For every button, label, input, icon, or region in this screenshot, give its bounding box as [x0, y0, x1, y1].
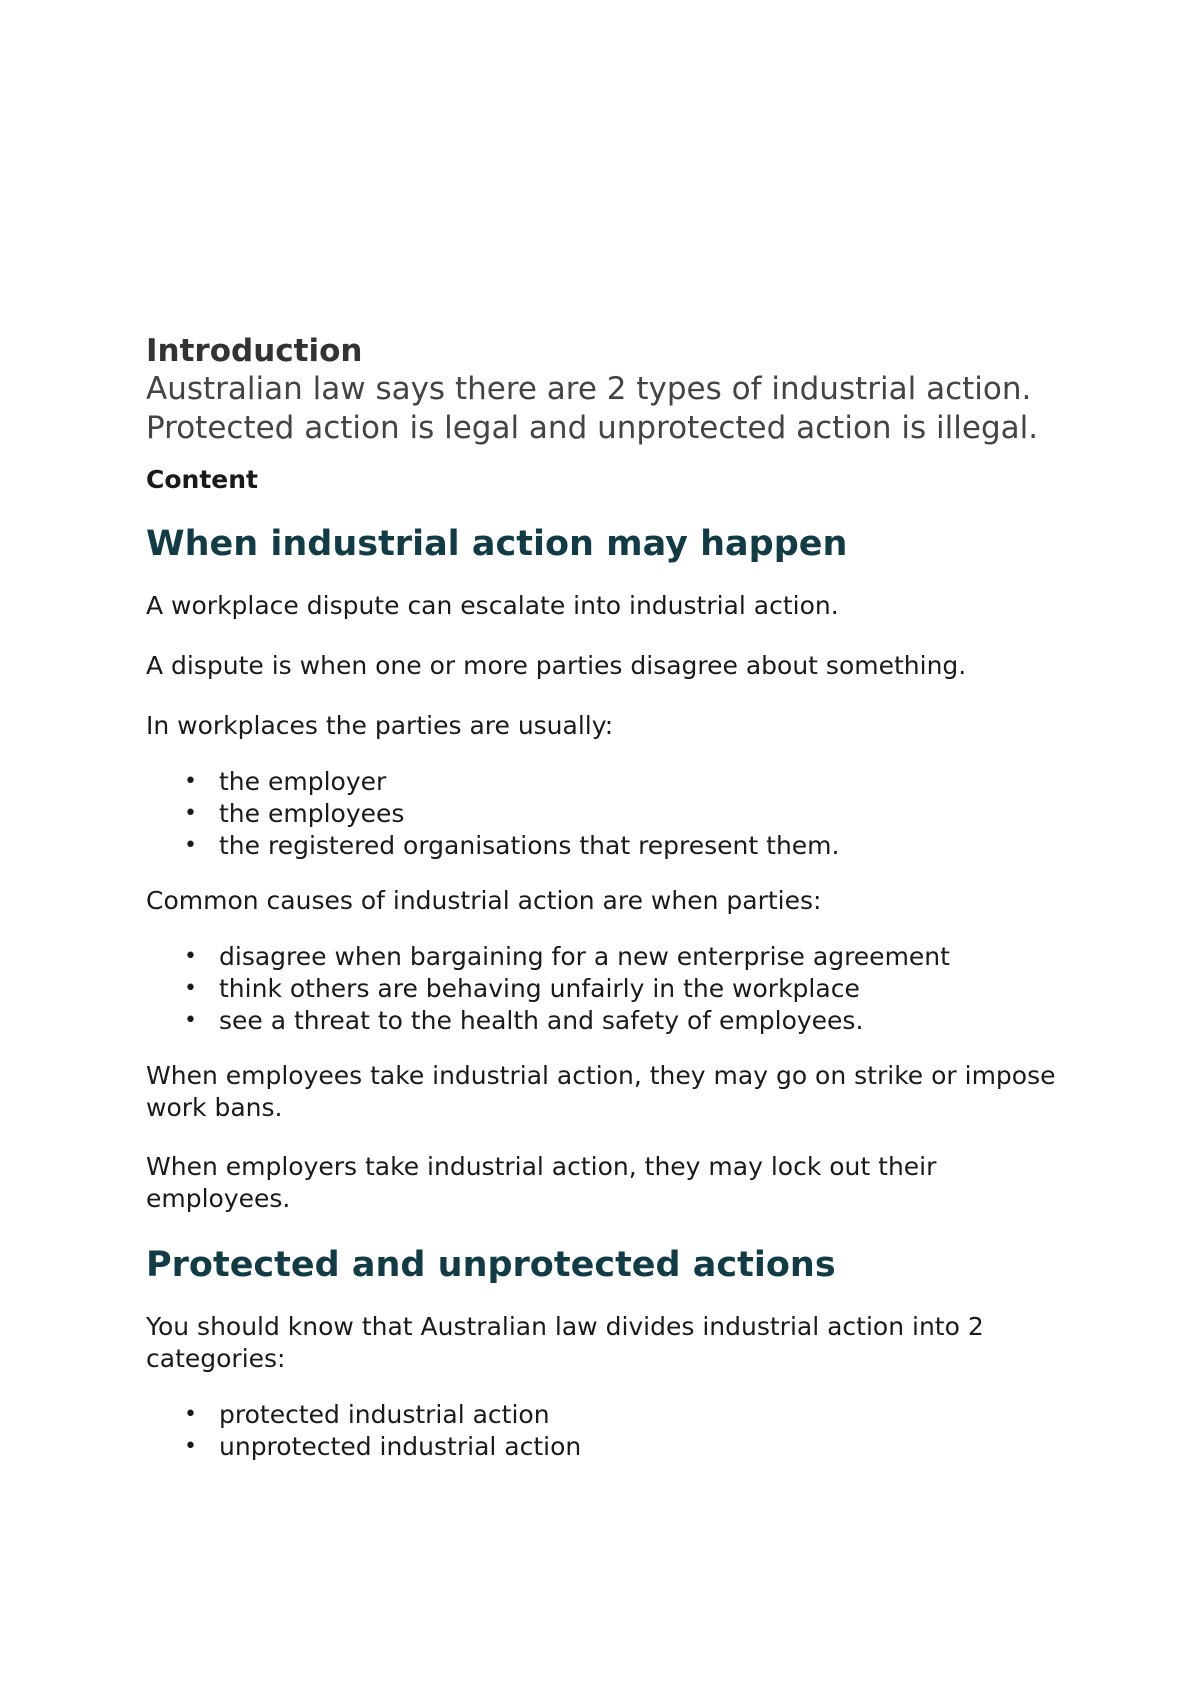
list-item — [146, 973, 1076, 1005]
paragraph-employers-action: When employers take industrial action, they may lock out their employees. — [146, 1152, 937, 1213]
list-item-text: disagree when bargaining for a new enterprise agreement — [219, 942, 950, 971]
bullet-icon: • — [184, 801, 197, 826]
list-item-text: think others are behaving unfairly in the workplace — [219, 974, 860, 1003]
bullet-icon: • — [184, 976, 197, 1001]
paragraph-dispute-escalate: A workplace dispute can escalate into industrial action. — [146, 591, 839, 620]
bullet-icon: • — [184, 769, 197, 794]
bullet-icon: • — [184, 944, 197, 969]
introduction-heading: Introduction — [146, 333, 363, 369]
list-item-text: unprotected industrial action — [219, 1432, 582, 1461]
list-item — [146, 830, 1076, 862]
list-item — [146, 766, 1076, 798]
list-item — [146, 1399, 1076, 1431]
section-heading-when-industrial-action: When industrial action may happen — [146, 524, 848, 564]
introduction-text: Australian law says there are 2 types of industrial action. Protected action is legal and unprotected action is illegal. — [146, 371, 1039, 446]
list-item — [146, 798, 1076, 830]
list-item — [146, 941, 1076, 973]
list-item-text: see a threat to the health and safety of employees. — [219, 1006, 864, 1035]
bullet-icon: • — [184, 1402, 197, 1427]
list-item-text: the registered organisations that represent them. — [219, 831, 840, 860]
paragraph-dispute-definition: A dispute is when one or more parties disagree about something. — [146, 651, 967, 680]
paragraph-two-categories: You should know that Australian law divides industrial action into 2 categories: — [146, 1312, 984, 1373]
list-item — [146, 1005, 1076, 1037]
list-item — [146, 1431, 1076, 1463]
bullet-icon: • — [184, 1008, 197, 1033]
bullet-icon: • — [184, 1434, 197, 1459]
causes-list — [146, 941, 1076, 1037]
paragraph-common-causes: Common causes of industrial action are when parties: — [146, 886, 822, 915]
bullet-icon: • — [184, 833, 197, 858]
list-item-text: the employees — [219, 799, 405, 828]
list-item-text: protected industrial action — [219, 1400, 550, 1429]
categories-list — [146, 1399, 1076, 1463]
document-page — [146, 332, 1076, 1463]
paragraph-parties-intro: In workplaces the parties are usually: — [146, 711, 614, 740]
list-item-text: the employer — [219, 767, 387, 796]
section-heading-protected-unprotected: Protected and unprotected actions — [146, 1245, 836, 1285]
paragraph-employees-action: When employees take industrial action, they may go on strike or impose work bans. — [146, 1061, 1056, 1122]
content-label: Content — [146, 465, 258, 494]
parties-list — [146, 766, 1076, 862]
